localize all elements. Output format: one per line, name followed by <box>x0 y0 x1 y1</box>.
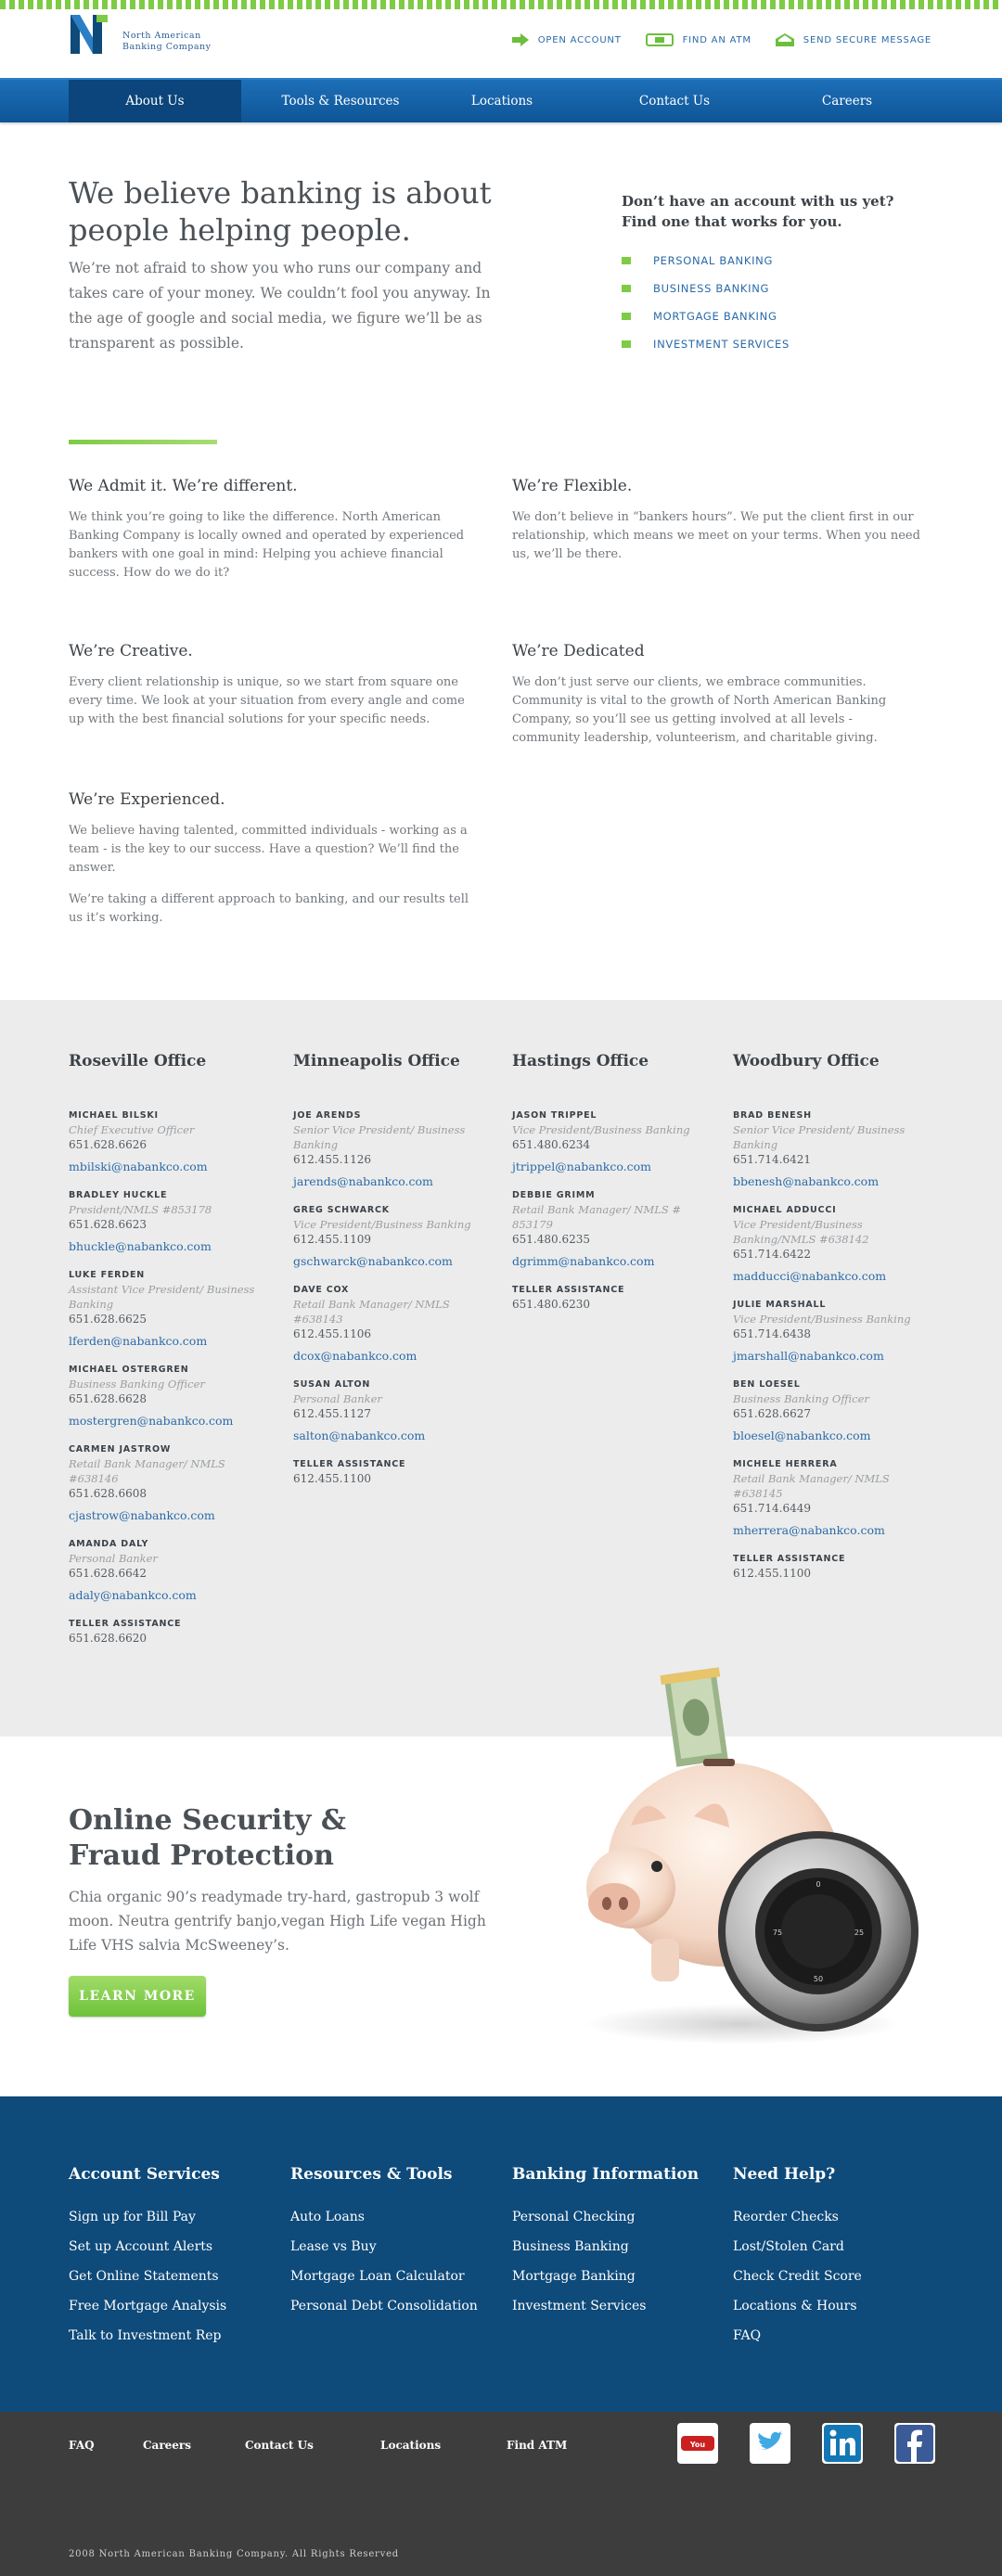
value-flexible <box>512 475 920 577</box>
footer-link[interactable]: Personal Debt Consolidation <box>290 2299 478 2313</box>
value-text: We believe having talented, committed individuals - working as a team - is the key to our success. Have a question? We’ll find the answer. <box>69 824 468 875</box>
value-dedicated <box>512 640 920 761</box>
footer-link[interactable]: Business Banking <box>512 2239 629 2254</box>
staff-email-link[interactable]: madducci@nabankco.com <box>733 1269 887 1283</box>
staff-name: TELLER ASSISTANCE <box>512 1285 625 1295</box>
footer-link[interactable]: Mortgage Banking <box>512 2269 636 2284</box>
staff-email-link[interactable]: mbilski@nabankco.com <box>69 1160 208 1173</box>
staff-title: Senior Vice President/ Business Banking <box>293 1123 466 1151</box>
staff-phone: 651.628.6608 <box>69 1487 147 1500</box>
staff-email-link[interactable]: adaly@nabankco.com <box>69 1588 197 1602</box>
staff-entry <box>293 1284 497 1365</box>
staff-email-link[interactable]: cjastrow@nabankco.com <box>69 1508 215 1522</box>
staff-entry <box>293 1378 497 1445</box>
business-banking-link[interactable] <box>622 275 928 302</box>
staff-name: MICHAEL OSTERGREN <box>69 1365 189 1375</box>
value-title: We Admit it. We’re different. <box>69 477 298 495</box>
staff-title: Retail Bank Manager/ NMLS # 853179 <box>512 1203 682 1231</box>
copyright-text: 2008 North American Banking Company. All Rights Reserved <box>69 2549 400 2559</box>
staff-title: Retail Bank Manager/ NMLS #638145 <box>733 1472 890 1500</box>
staff-phone: 651.628.6626 <box>69 1138 147 1151</box>
twitter-icon[interactable] <box>750 2423 790 2464</box>
staff-name: TELLER ASSISTANCE <box>293 1459 406 1469</box>
security-text: Chia organic 90’s readymade try-hard, gastropub 3 wolf moon. Neutra gentrify banjo,vegan High Life vegan High Life VHS salvia McSweeney’s. <box>69 1889 486 1954</box>
svg-text:50: 50 <box>813 1975 824 1983</box>
value-title: We’re Creative. <box>69 642 193 660</box>
footer-link[interactable]: Personal Checking <box>512 2210 636 2224</box>
mortgage-banking-link[interactable] <box>622 302 928 330</box>
staff-email-link[interactable]: mherrera@nabankco.com <box>733 1523 885 1537</box>
nav-item-tools-resources[interactable]: Tools & Resources <box>281 94 400 109</box>
section-divider <box>69 440 217 444</box>
office-hastings <box>512 1052 716 1326</box>
staff-name: MICHAEL ADDUCCI <box>733 1205 837 1215</box>
value-creative <box>69 640 477 742</box>
value-title: We’re Dedicated <box>512 642 645 660</box>
staff-title: Vice President/Business Banking <box>293 1218 471 1231</box>
value-text: We don’t just serve our clients, we embrace communities. Community is vital to the growth of North American Banking Company, so you’ll see us getting involved at all levels - community leadership, volunteerism, and charitable giving. <box>512 675 887 745</box>
linkedin-icon[interactable] <box>822 2423 863 2464</box>
staff-entry <box>69 1443 273 1525</box>
footer-column-resources-tools <box>290 2165 504 2321</box>
nav-item-about-us[interactable]: About Us <box>69 80 241 122</box>
staff-title: Retail Bank Manager/ NMLS #638143 <box>293 1298 450 1326</box>
staff-name: DAVE COX <box>293 1285 350 1295</box>
staff-name: SUSAN ALTON <box>293 1379 371 1390</box>
footer-link[interactable]: Lost/Stolen Card <box>733 2239 844 2254</box>
staff-entry <box>512 1189 716 1271</box>
teller-entry <box>69 1618 273 1647</box>
staff-email-link[interactable]: bbenesh@nabankco.com <box>733 1174 880 1188</box>
staff-email-link[interactable]: dgrimm@nabankco.com <box>512 1254 655 1268</box>
staff-entry <box>293 1109 497 1191</box>
staff-entry <box>69 1364 273 1430</box>
office-title: Roseville Office <box>69 1052 207 1070</box>
staff-email-link[interactable]: jmarshall@nabankco.com <box>733 1349 884 1363</box>
staff-title: Personal Banker <box>293 1392 382 1405</box>
footer-link[interactable]: Auto Loans <box>290 2210 365 2224</box>
intro-text: We’re not afraid to show you who runs our company and takes care of your money. We couldn’t fool you anyway. In the age of google and social media, we figure we’ll be as transparent as possible. <box>69 260 491 352</box>
staff-title: Vice President/Business Banking <box>733 1313 911 1326</box>
staff-name: GREG SCHWARCK <box>293 1205 390 1215</box>
business-banking-label: BUSINESS BANKING <box>653 282 770 295</box>
staff-title: Senior Vice President/ Business Banking <box>733 1123 906 1151</box>
staff-title: Retail Bank Manager/ NMLS #638146 <box>69 1457 225 1485</box>
bullet-icon <box>622 257 631 264</box>
office-title: Minneapolis Office <box>293 1052 460 1070</box>
svg-text:You: You <box>689 2441 706 2449</box>
value-text: Every client relationship is unique, so we start from square one every time. We look at your situation from every angle and come up with the best financial solutions for your specific needs. <box>69 675 465 726</box>
personal-banking-link[interactable] <box>622 247 928 275</box>
footer-link[interactable]: FAQ <box>733 2328 762 2343</box>
staff-name: JOE ARENDS <box>293 1110 362 1121</box>
personal-banking-label: PERSONAL BANKING <box>653 254 774 267</box>
staff-name: AMANDA DALY <box>69 1539 149 1549</box>
staff-entry <box>733 1204 937 1286</box>
staff-name: BRADLEY HUCKLE <box>69 1190 168 1200</box>
staff-name: JASON TRIPPEL <box>512 1110 597 1121</box>
staff-email-link[interactable]: jarends@nabankco.com <box>293 1174 433 1188</box>
find-atm-label: FIND AN ATM <box>682 34 752 45</box>
staff-phone: 651.480.6234 <box>512 1138 590 1151</box>
facebook-icon[interactable] <box>894 2423 935 2464</box>
staff-email-link[interactable]: salton@nabankco.com <box>293 1429 426 1442</box>
footer-link[interactable]: Set up Account Alerts <box>69 2239 213 2254</box>
footer-link[interactable]: Get Online Statements <box>69 2269 219 2284</box>
staff-name: MICHELE HERRERA <box>733 1459 838 1469</box>
open-account-label: OPEN ACCOUNT <box>537 34 622 45</box>
staff-phone: 651.480.6235 <box>512 1233 590 1246</box>
footer-link[interactable]: Reorder Checks <box>733 2210 839 2224</box>
bottom-link-careers[interactable]: Careers <box>143 2439 191 2452</box>
staff-phone: 612.455.1100 <box>293 1472 371 1485</box>
staff-phone: 612.455.1100 <box>733 1567 811 1580</box>
page-title: We believe banking is about people helping people. <box>69 175 492 248</box>
bullet-icon <box>622 340 631 348</box>
staff-phone: 612.455.1109 <box>293 1233 371 1246</box>
staff-name: BRAD BENESH <box>733 1110 812 1121</box>
office-woodbury <box>733 1052 937 1595</box>
staff-phone: 651.714.6421 <box>733 1153 811 1166</box>
teller-entry <box>512 1284 716 1313</box>
footer-link[interactable]: Free Mortgage Analysis <box>69 2299 227 2313</box>
staff-title: Assistant Vice President/ Business Banking <box>69 1283 255 1311</box>
value-text: We’re taking a different approach to banking, and our results tell us it’s working. <box>69 892 469 925</box>
staff-email-link[interactable]: dcox@nabankco.com <box>293 1349 418 1363</box>
nav-item-locations[interactable]: Locations <box>470 94 533 109</box>
footer-link[interactable]: Lease vs Buy <box>290 2239 377 2254</box>
svg-text:75: 75 <box>772 1929 783 1937</box>
staff-entry <box>69 1189 273 1256</box>
staff-title: Chief Executive Officer <box>69 1123 195 1136</box>
footer-column-banking-information <box>512 2165 726 2321</box>
staff-title: President/NMLS #853178 <box>69 1203 212 1216</box>
staff-name: TELLER ASSISTANCE <box>69 1619 182 1629</box>
office-title: Hastings Office <box>512 1052 649 1070</box>
mortgage-banking-label: MORTGAGE BANKING <box>653 310 777 323</box>
staff-title: Personal Banker <box>69 1552 158 1565</box>
footer-link[interactable]: Mortgage Loan Calculator <box>290 2269 465 2284</box>
teller-entry <box>293 1458 497 1487</box>
staff-phone: 651.628.6620 <box>69 1632 147 1645</box>
footer-link[interactable]: Investment Services <box>512 2299 647 2313</box>
staff-name: TELLER ASSISTANCE <box>733 1554 846 1564</box>
staff-entry <box>512 1109 716 1176</box>
bottom-link-faq[interactable]: FAQ <box>69 2439 95 2452</box>
piggy-bank-safe-image <box>566 1660 918 2069</box>
staff-title: Vice President/Business Banking <box>512 1123 690 1136</box>
value-title: We’re Flexible. <box>512 477 633 495</box>
logo-text[interactable] <box>122 31 212 53</box>
bullet-icon <box>622 285 631 292</box>
footer-column-title: Resources & Tools <box>290 2165 453 2184</box>
office-roseville <box>69 1052 273 1660</box>
footer-column-title: Need Help? <box>733 2165 836 2184</box>
arrow-icon <box>512 33 529 46</box>
staff-title: Business Banking Officer <box>733 1392 869 1405</box>
staff-email-link[interactable]: lferden@nabankco.com <box>69 1334 208 1348</box>
staff-phone: 651.628.6628 <box>69 1392 147 1405</box>
staff-entry <box>69 1109 273 1176</box>
value-title: We’re Experienced. <box>69 790 225 809</box>
value-text: We don’t believe in “bankers hours”. We put the client first in our relationship, which means we meet on your terms. When you need us, we’ll be there. <box>512 510 920 561</box>
staff-name: CARMEN JASTROW <box>69 1444 172 1455</box>
account-callout-title: Don’t have an account with us yet? Find one that works for you. <box>622 193 894 230</box>
value-different <box>69 475 477 596</box>
staff-name: BEN LOESEL <box>733 1379 801 1390</box>
value-experienced <box>69 788 477 941</box>
youtube-icon[interactable] <box>677 2423 718 2464</box>
atm-icon <box>646 33 674 46</box>
footer-link[interactable]: Check Credit Score <box>733 2269 862 2284</box>
main-nav <box>0 78 1002 122</box>
find-atm-link[interactable] <box>646 33 752 46</box>
footer-column-title: Account Services <box>69 2165 220 2184</box>
svg-text:25: 25 <box>854 1929 865 1937</box>
staff-title: Vice President/Business Banking/NMLS #638142 <box>733 1218 869 1246</box>
staff-email-link[interactable]: gschwarck@nabankco.com <box>293 1254 453 1268</box>
footer-column-need-help <box>733 2165 946 2351</box>
staff-entry <box>733 1378 937 1445</box>
utility-links <box>488 33 931 46</box>
staff-name: JULIE MARSHALL <box>733 1300 827 1310</box>
staff-phone: 651.628.6623 <box>69 1218 147 1231</box>
office-minneapolis <box>293 1052 497 1500</box>
staff-phone: 651.714.6438 <box>733 1327 811 1340</box>
staff-entry <box>733 1299 937 1365</box>
footer-link[interactable]: Locations & Hours <box>733 2299 857 2313</box>
account-callout <box>622 191 928 358</box>
footer-column-title: Banking Information <box>512 2165 700 2184</box>
nav-item-contact-us[interactable]: Contact Us <box>638 94 711 109</box>
staff-name: MICHAEL BILSKI <box>69 1110 159 1121</box>
envelope-icon <box>776 33 794 46</box>
staff-entry <box>733 1458 937 1540</box>
staff-phone: 651.628.6627 <box>733 1407 811 1420</box>
secure-message-label: SEND SECURE MESSAGE <box>803 34 931 45</box>
office-title: Woodbury Office <box>733 1052 880 1070</box>
staff-entry <box>293 1204 497 1271</box>
value-text: We think you’re going to like the difference. North American Banking Company is locally owned and operated by experienced bankers with one goal in mind: Helping you achieve financial success. How do we do it? <box>69 510 465 580</box>
staff-entry <box>69 1538 273 1605</box>
learn-more-button[interactable]: LEARN MORE <box>69 1976 206 2017</box>
logo-line-2: Banking Company <box>122 42 212 52</box>
staff-phone: 651.714.6449 <box>733 1502 811 1515</box>
staff-email-link[interactable]: bhuckle@nabankco.com <box>69 1239 212 1253</box>
staff-entry <box>69 1269 273 1351</box>
open-account-link[interactable] <box>512 33 622 46</box>
secure-message-link[interactable] <box>776 33 931 46</box>
investment-services-label: INVESTMENT SERVICES <box>653 338 790 351</box>
bullet-icon <box>622 313 631 320</box>
staff-phone: 651.714.6422 <box>733 1248 811 1261</box>
staff-title: Business Banking Officer <box>69 1378 205 1391</box>
staff-email-link[interactable]: jtrippel@nabankco.com <box>512 1160 652 1173</box>
teller-entry <box>733 1553 937 1582</box>
footer-link[interactable]: Sign up for Bill Pay <box>69 2210 196 2224</box>
nav-item-careers[interactable]: Careers <box>821 94 873 109</box>
footer-column-account-services <box>69 2165 282 2351</box>
staff-phone: 612.455.1106 <box>293 1327 371 1340</box>
bottom-link-contact-us[interactable]: Contact Us <box>245 2439 314 2452</box>
staff-name: LUKE FERDEN <box>69 1270 146 1280</box>
staff-email-link[interactable]: bloesel@nabankco.com <box>733 1429 871 1442</box>
staff-phone: 651.628.6625 <box>69 1313 147 1326</box>
footer-link[interactable]: Talk to Investment Rep <box>69 2328 222 2343</box>
staff-phone: 612.455.1126 <box>293 1153 371 1166</box>
svg-text:0: 0 <box>816 1880 821 1889</box>
security-title: Online Security & Fraud Protection <box>69 1804 346 1872</box>
bottom-link-find-atm[interactable]: Find ATM <box>507 2439 568 2452</box>
logo-n-icon[interactable] <box>69 13 108 56</box>
top-decorative-stripe <box>0 0 1002 9</box>
staff-phone: 612.455.1127 <box>293 1407 371 1420</box>
staff-phone: 651.628.6642 <box>69 1567 147 1580</box>
staff-email-link[interactable]: mostergren@nabankco.com <box>69 1414 234 1428</box>
staff-phone: 651.480.6230 <box>512 1298 590 1311</box>
logo-line-1: North American <box>122 31 201 41</box>
staff-entry <box>733 1109 937 1191</box>
staff-name: DEBBIE GRIMM <box>512 1190 596 1200</box>
investment-services-link[interactable] <box>622 330 928 358</box>
bottom-link-locations[interactable]: Locations <box>380 2439 442 2452</box>
